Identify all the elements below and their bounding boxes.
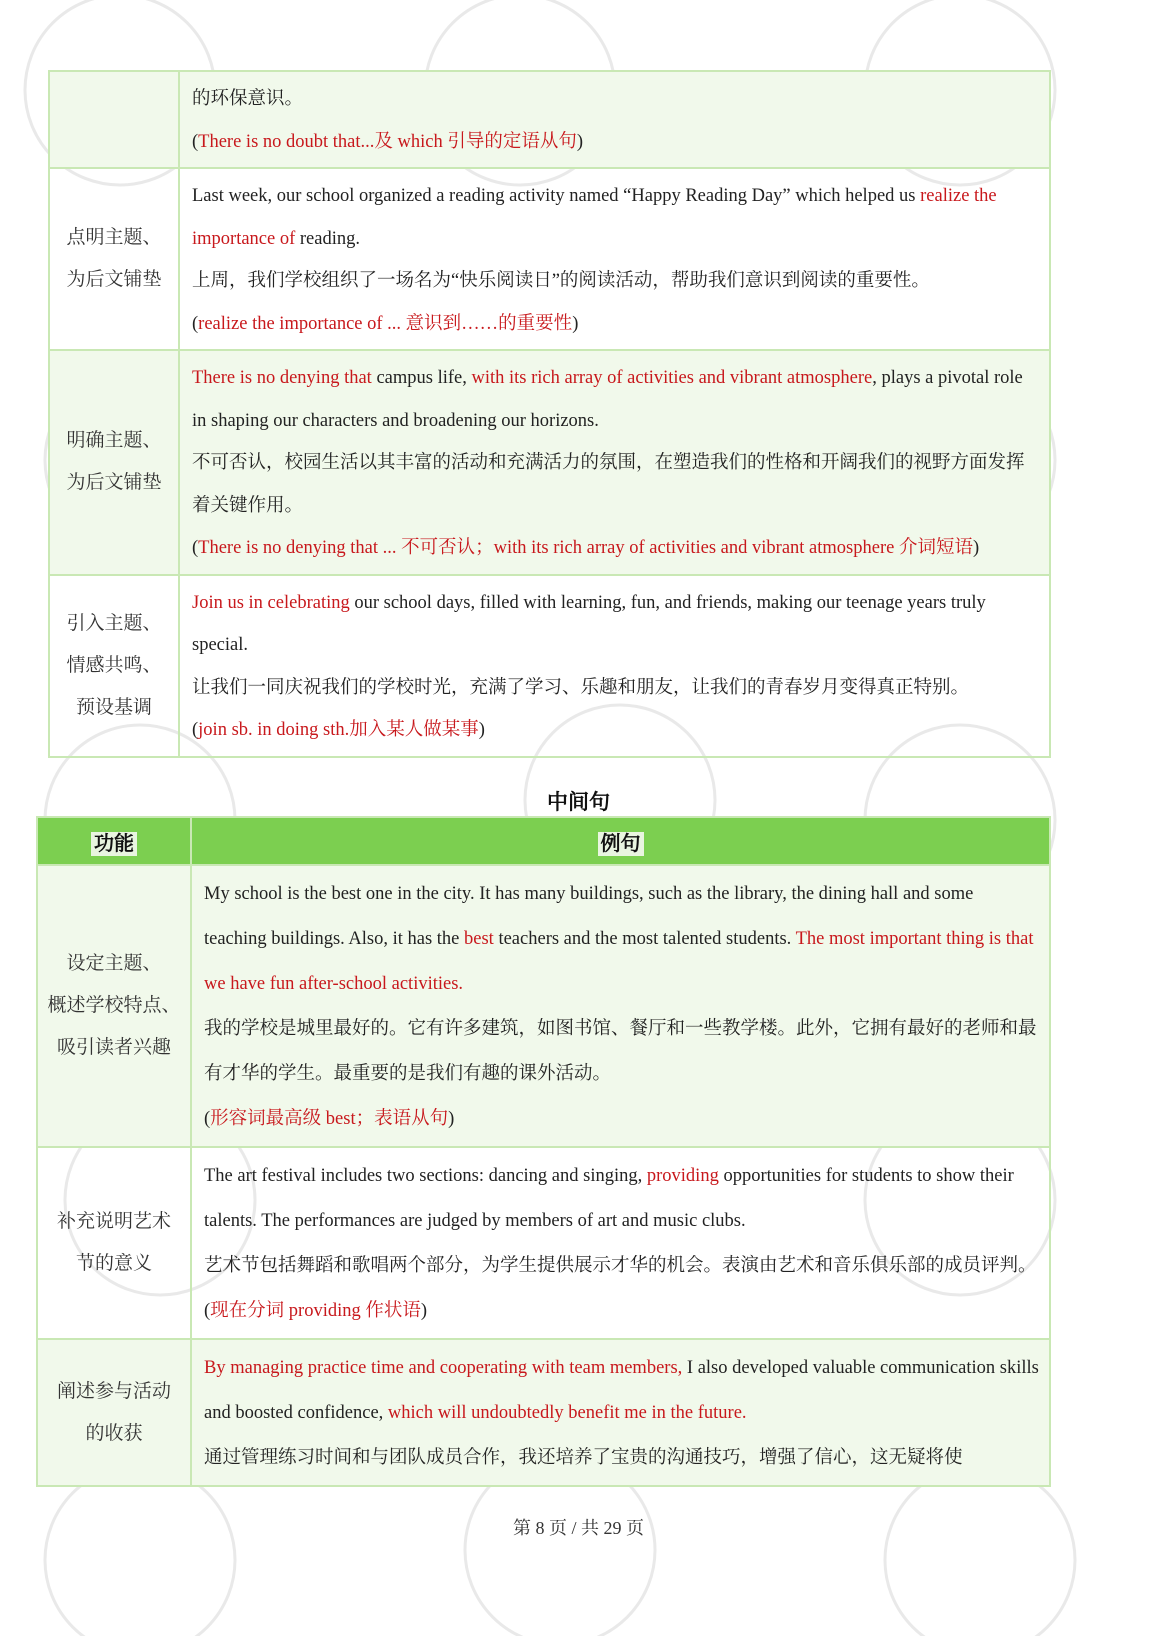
function-label-line: 概述学校特点、	[47, 995, 181, 1016]
section-title: 中间句	[547, 790, 610, 814]
sentence-text: )	[448, 1109, 455, 1129]
sentence-text: (	[204, 1301, 211, 1321]
function-label-line: 补充说明艺术	[56, 1211, 171, 1232]
sentence-text: (	[192, 313, 199, 334]
intro-sentences-table	[48, 70, 1051, 758]
column-header-function: 功能	[37, 817, 191, 865]
sentence-text: )	[972, 538, 980, 558]
sentence-text: opportunities for students to show their talents. The performances are judged by members of art and music clubs.	[204, 1166, 1014, 1231]
sentence-text: )	[576, 131, 584, 152]
function-label-line: 引入主题、	[66, 612, 162, 634]
highlighted-phrase: 形容词最高级 best；表语从句	[210, 1109, 449, 1129]
sentence-text: 上周，我们学校组织了一场名为“快乐阅读日”的阅读活动，帮助我们意识到阅读的重要性。	[192, 271, 930, 291]
sentence-text: Last week, our school organized a reading activity named “Happy Reading Day” which helped us	[192, 186, 921, 206]
highlighted-phrase: By managing practice time and cooperating with team members,	[204, 1358, 683, 1378]
highlighted-phrase: best	[464, 929, 494, 949]
sentence-text: 的环保意识。	[192, 89, 304, 109]
sentence-text: teachers and the most talented students.	[493, 929, 796, 949]
sentence-text: )	[572, 313, 579, 334]
column-header-example: 例句	[191, 817, 1050, 865]
highlighted-phrase: 现在分词 providing 作状语	[210, 1301, 421, 1321]
highlighted-phrase: There is no denying that	[192, 368, 372, 388]
example-cell	[179, 575, 1050, 757]
watermark-circle	[885, 1465, 1075, 1636]
sentence-text: campus life,	[371, 368, 472, 388]
function-cell	[49, 350, 179, 575]
table-row	[49, 575, 1050, 757]
function-label-line: 吸引读者兴趣	[56, 1037, 171, 1058]
sentence-text: 不可否认，校园生活以其丰富的活动和充满活力的氛围，在塑造我们的性格和开阔我们的视野方面发挥着关键作用。	[192, 453, 1025, 516]
function-label-line: 设定主题、	[66, 953, 162, 974]
table-row	[37, 1147, 1050, 1339]
example-cell	[179, 350, 1050, 575]
function-label-line: 的收获	[85, 1422, 143, 1444]
example-cell	[191, 1339, 1050, 1486]
function-label-line: 节的意义	[75, 1253, 152, 1274]
highlighted-phrase: join sb. in doing sth.加入某人做某事	[198, 720, 479, 740]
sentence-text: The art festival includes two sections: dancing and singing,	[204, 1166, 647, 1186]
example-cell	[179, 168, 1050, 350]
sentence-text: My school is the best one in the city. It has many buildings, such as the library, the dining hall and some teaching buildings. Also, it has the	[204, 884, 974, 949]
sentence-text: )	[420, 1301, 428, 1321]
table-row	[37, 1339, 1050, 1486]
function-cell	[49, 168, 179, 350]
sentence-text: (	[204, 1109, 211, 1129]
table-row	[49, 71, 1050, 168]
sentence-text: 艺术节包括舞蹈和歌唱两个部分，为学生提供展示才华的机会。表演由艺术和音乐俱乐部的成员评判。	[204, 1256, 1037, 1276]
function-label-line: 为后文铺垫	[66, 472, 162, 494]
function-cell	[37, 865, 191, 1147]
function-cell	[49, 575, 179, 757]
highlighted-phrase: Join us in celebrating	[192, 592, 350, 613]
highlighted-phrase: realize the importance of	[192, 186, 997, 249]
sentence-text: (	[192, 538, 199, 558]
function-cell	[37, 1339, 191, 1486]
example-cell	[191, 1147, 1050, 1339]
example-cell	[191, 865, 1050, 1147]
highlighted-phrase: realize the importance of ... 意识到……的重要性	[198, 313, 573, 334]
highlighted-phrase: with its rich array of activities and vibrant atmosphere	[471, 368, 873, 388]
sentence-text: , plays a pivotal role in shaping our characters and broadening our horizons.	[192, 368, 1023, 431]
sentence-text: 让我们一同庆祝我们的学校时光，充满了学习、乐趣和朋友，让我们的青春岁月变得真正特别。	[192, 677, 970, 698]
highlighted-phrase: providing	[646, 1166, 719, 1186]
function-label-line: 为后文铺垫	[66, 269, 162, 290]
function-label-line: 明确主题、	[66, 430, 162, 452]
table-header-row	[37, 817, 1050, 865]
table-row	[49, 168, 1050, 350]
highlighted-phrase: There is no denying that ... 不可否认；with its rich array of activities and vibrant atmosphere 介词短语	[198, 538, 973, 558]
highlighted-phrase: which will undoubtedly benefit me in the future.	[387, 1403, 747, 1423]
middle-sentences-table	[36, 816, 1051, 1487]
highlighted-phrase: There is no doubt that...及 which 引导的定语从句	[198, 131, 577, 152]
table-row	[37, 865, 1050, 1147]
sentence-text: reading.	[295, 228, 360, 249]
page-number-footer: 第 8 页 / 共 29 页	[512, 1518, 644, 1538]
function-label-line: 阐述参与活动	[56, 1380, 171, 1402]
sentence-text: 通过管理练习时间和与团队成员合作，我还培养了宝贵的沟通技巧，增强了信心，这无疑将使	[204, 1448, 963, 1468]
sentence-text: )	[478, 720, 485, 740]
highlighted-phrase: The most important thing is that we have fun after-school activities.	[204, 929, 1034, 994]
function-label-line: 情感共鸣、	[66, 654, 162, 676]
sentence-text: 我的学校是城里最好的。它有许多建筑，如图书馆、餐厅和一些教学楼。此外，它拥有最好的老师和最有才华的学生。最重要的是我们有趣的课外活动。	[204, 1019, 1037, 1084]
sentence-text: (	[192, 131, 199, 152]
function-label-line: 点明主题、	[66, 227, 162, 248]
sentence-text: (	[192, 720, 199, 740]
function-cell	[37, 1147, 191, 1339]
watermark-circle	[45, 1465, 235, 1636]
sentence-text: I also developed valuable communication skills and boosted confidence,	[204, 1358, 1039, 1423]
example-cell	[179, 71, 1050, 168]
function-label-line: 预设基调	[75, 696, 152, 718]
sentence-text: our school days, filled with learning, fun, and friends, making our teenage years truly special.	[192, 592, 986, 655]
function-cell	[49, 71, 179, 168]
table-row	[49, 350, 1050, 575]
